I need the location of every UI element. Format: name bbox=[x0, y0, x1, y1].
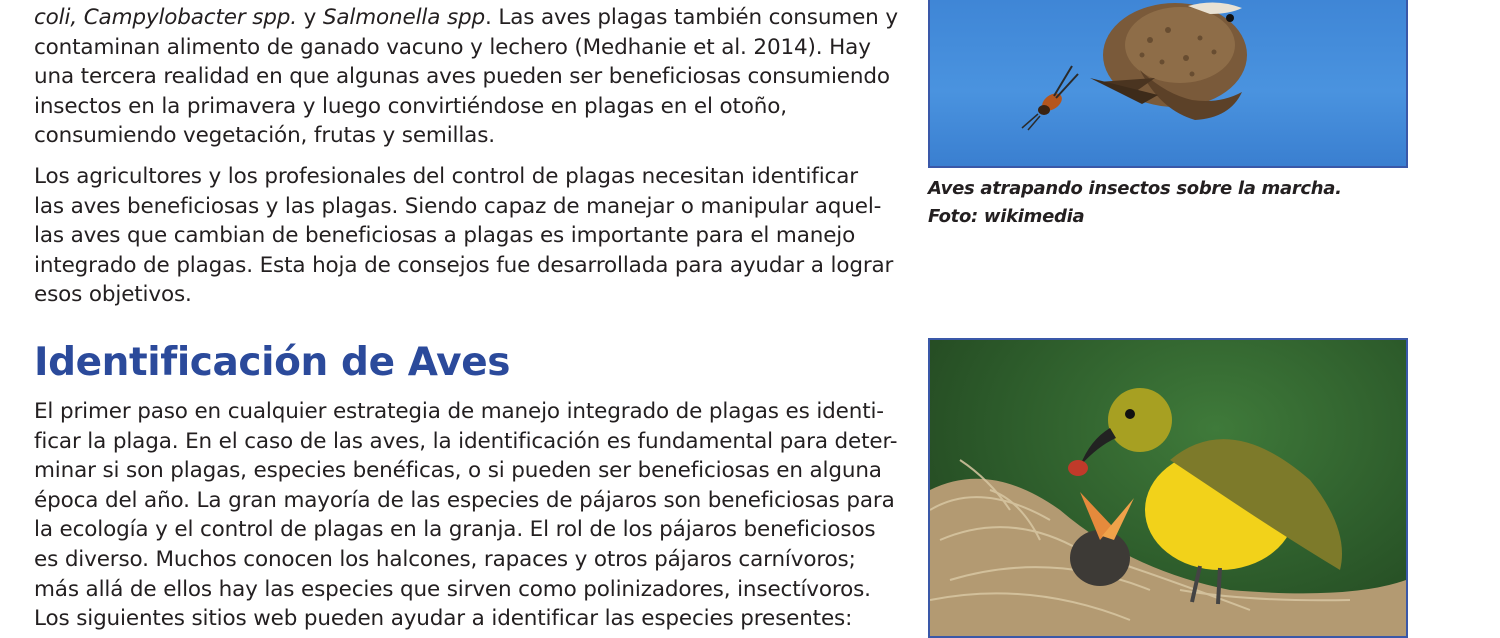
ident-line-6: es diverso. Muchos conocen los halcones, rapaces y otros pájaros carnívoros; bbox=[34, 546, 856, 572]
identification-paragraph bbox=[34, 397, 898, 634]
italic-bacteria-names: coli, Campylobacter spp. bbox=[34, 5, 297, 30]
italic-salmonella: Salmonella spp bbox=[322, 5, 485, 30]
adult-bird-head bbox=[1108, 388, 1172, 452]
intro-line-1-rest: . Las aves plagas también consumen y bbox=[485, 5, 898, 30]
intro-line-1-connector: y bbox=[296, 5, 323, 30]
caption-line-2: Foto: wikimedia bbox=[928, 206, 1085, 227]
ident-line-3: minar si son plagas, especies benéficas, o si pueden ser beneficiosas en alguna bbox=[34, 458, 882, 484]
ident-line-8: Los siguientes sitios web pueden ayudar a identificar las especies presentes: bbox=[34, 606, 853, 632]
second-line-3: las aves que cambian de beneficiosas a plagas es importante para el manejo bbox=[34, 223, 856, 249]
insect-in-beak bbox=[1068, 460, 1088, 476]
second-paragraph bbox=[34, 162, 894, 310]
photo-caption bbox=[928, 175, 1448, 231]
intro-line-2: contaminan alimento de ganado vacuno y lechero (Medhanie et al. 2014). Hay bbox=[34, 34, 871, 60]
caption-line-1: Aves atrapando insectos sobre la marcha. bbox=[928, 178, 1342, 199]
intro-line-3: una tercera realidad en que algunas aves pueden ser beneficiosas consumiendo bbox=[34, 64, 890, 90]
second-line-1: Los agricultores y los profesionales del control de plagas necesitan identificar bbox=[34, 164, 858, 189]
bird-eye bbox=[1226, 14, 1234, 22]
bird-feeding-chick-illustration bbox=[930, 340, 1406, 636]
ident-line-1: El primer paso en cualquier estrategia de manejo integrado de plagas es identi- bbox=[34, 399, 884, 424]
intro-line-4: insectos en la primavera y luego convirtiéndose en plagas en el otoño, bbox=[34, 93, 787, 119]
intro-line-5: consumiendo vegetación, frutas y semillas. bbox=[34, 123, 495, 149]
second-line-2: las aves beneficiosas y las plagas. Siendo capaz de manejar o manipular aquel- bbox=[34, 193, 882, 219]
section-heading: Identificación de Aves bbox=[34, 340, 511, 385]
ident-line-5: la ecología y el control de plagas en la granja. El rol de los pájaros beneficiosos bbox=[34, 517, 876, 543]
bird-catching-insect-photo bbox=[928, 0, 1408, 168]
second-line-4: integrado de plagas. Esta hoja de consejos fue desarrollada para ayudar a lograr bbox=[34, 252, 894, 278]
bird-feeding-chick-photo bbox=[928, 338, 1408, 638]
intro-line-1 bbox=[34, 3, 898, 33]
ident-line-2: ficar la plaga. En el caso de las aves, la identificación es fundamental para deter- bbox=[34, 428, 898, 454]
flying-insect bbox=[1022, 66, 1078, 130]
ident-line-4: época del año. La gran mayoría de las especies de pájaros son beneficiosas para bbox=[34, 487, 895, 513]
adult-bird-eye bbox=[1125, 409, 1135, 419]
intro-paragraph bbox=[34, 3, 898, 151]
bird-catching-insect-illustration bbox=[930, 0, 1406, 166]
ident-line-7: más allá de ellos hay las especies que sirven como polinizadores, insectívoros. bbox=[34, 576, 871, 602]
chick-open-beak-upper bbox=[1102, 498, 1134, 540]
adult-bird-beak bbox=[1080, 428, 1116, 466]
second-line-5: esos objetivos. bbox=[34, 282, 192, 308]
